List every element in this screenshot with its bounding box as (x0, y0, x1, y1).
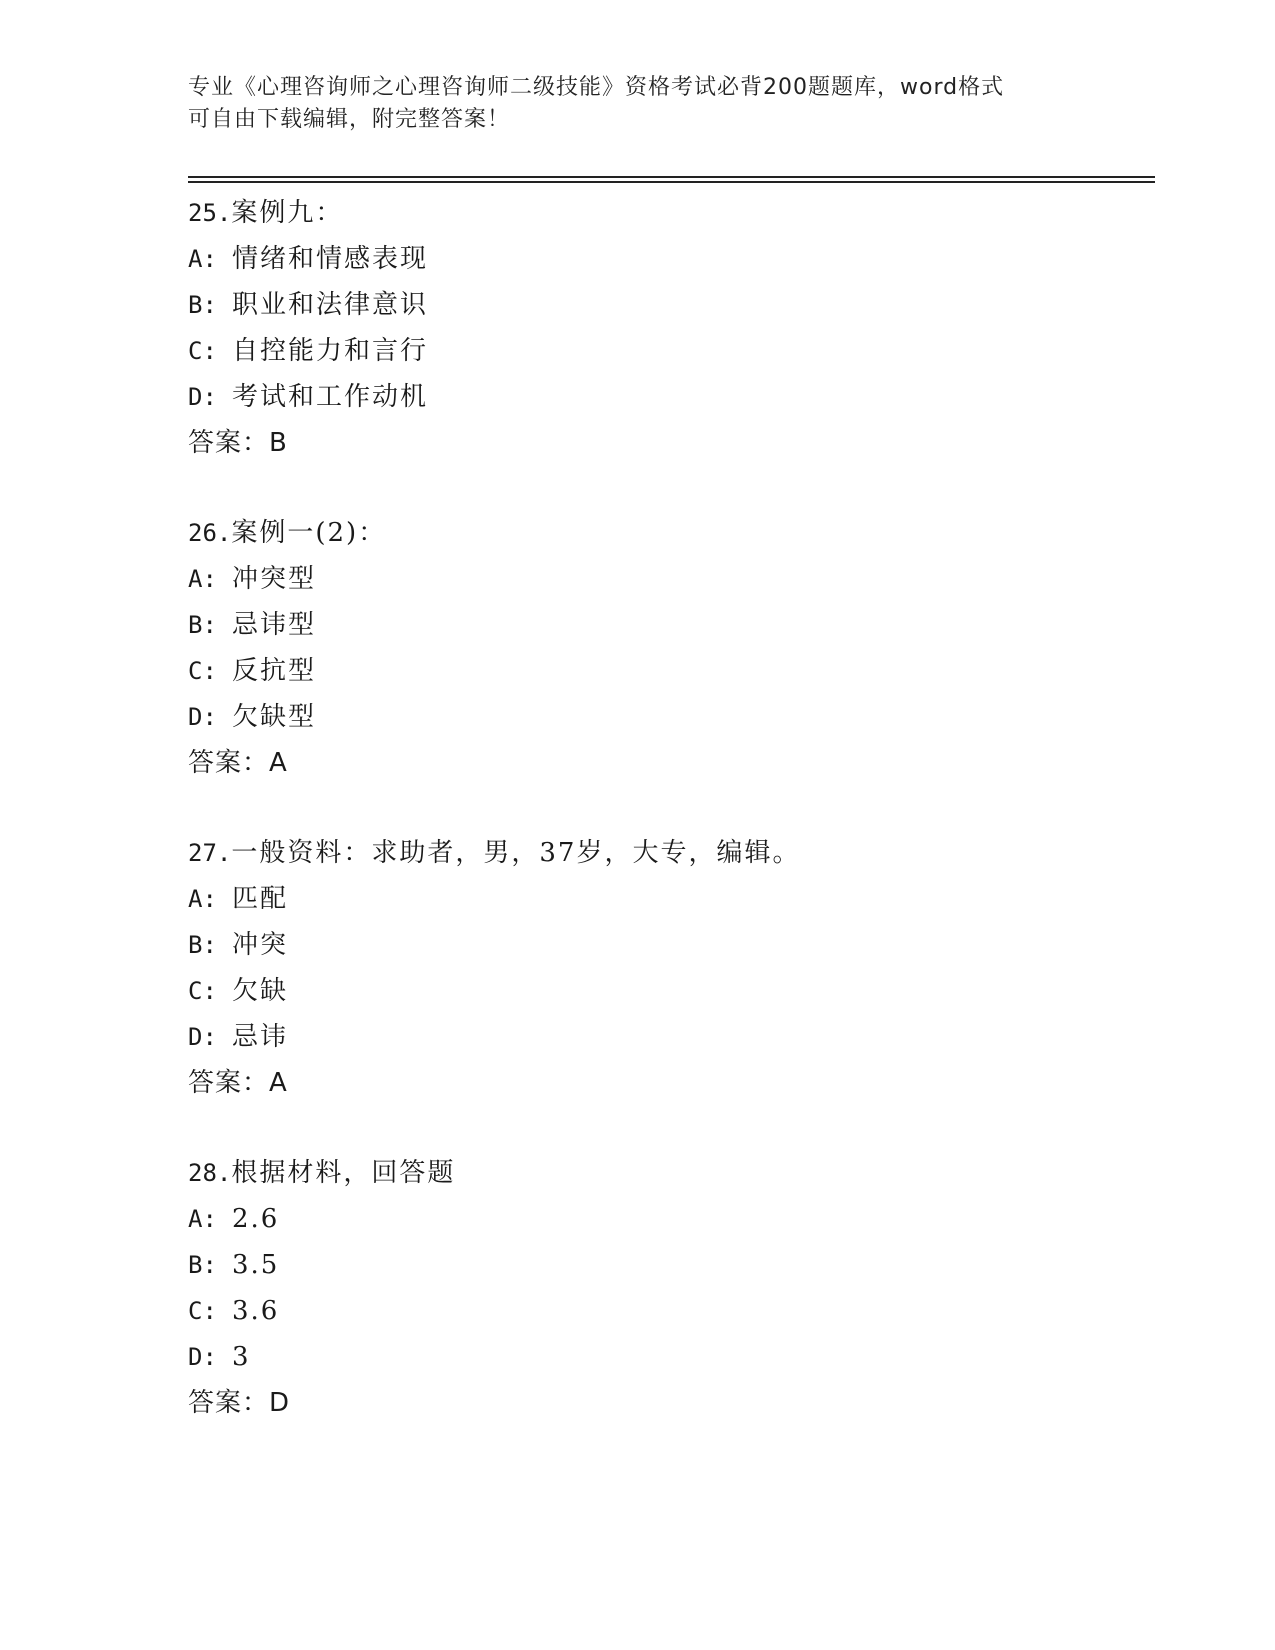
option-letter: A: (188, 1205, 217, 1233)
option-b (188, 602, 1148, 648)
question-27 (188, 830, 1148, 1106)
option-b (188, 282, 1148, 328)
option-d (188, 1014, 1148, 1060)
option-c (188, 328, 1148, 374)
option-text: 忌讳 (232, 1022, 289, 1052)
question-number: 25. (188, 199, 232, 227)
question-number: 26. (188, 519, 232, 547)
option-text: 自控能力和言行 (232, 336, 429, 366)
question-number: 28. (188, 1159, 232, 1187)
option-text: 2.6 (232, 1204, 280, 1234)
option-letter: B: (188, 291, 217, 319)
option-letter: C: (188, 977, 217, 1005)
option-b (188, 1242, 1148, 1288)
question-title (188, 830, 1148, 876)
option-text: 冲突 (232, 930, 289, 960)
question-title (188, 190, 1148, 236)
option-letter: D: (188, 383, 217, 411)
page-header (188, 72, 1088, 136)
option-d (188, 694, 1148, 740)
option-c (188, 968, 1148, 1014)
option-d (188, 1334, 1148, 1380)
question-stem: 案例一(2)： (231, 518, 387, 548)
option-a (188, 876, 1148, 922)
option-c (188, 1288, 1148, 1334)
question-25 (188, 190, 1148, 466)
option-c (188, 648, 1148, 694)
answer: 答案：B (188, 428, 288, 458)
question-stem: 案例九： (231, 198, 344, 228)
answer: 答案：A (188, 1068, 288, 1098)
option-text: 3 (232, 1342, 251, 1372)
option-letter: D: (188, 1343, 217, 1371)
option-text: 冲突型 (232, 564, 317, 594)
question-title (188, 510, 1148, 556)
option-text: 欠缺 (232, 976, 289, 1006)
option-text: 忌讳型 (232, 610, 317, 640)
header-divider-bottom (188, 181, 1155, 183)
answer: 答案：D (188, 1388, 291, 1418)
option-a (188, 556, 1148, 602)
option-text: 反抗型 (232, 656, 317, 686)
option-letter: B: (188, 931, 217, 959)
option-text: 职业和法律意识 (232, 290, 429, 320)
option-letter: A: (188, 245, 217, 273)
option-letter: C: (188, 657, 217, 685)
option-a (188, 1196, 1148, 1242)
option-letter: A: (188, 885, 217, 913)
question-stem: 一般资料：求助者，男，37岁，大专，编辑。 (231, 838, 801, 868)
question-number: 27. (188, 839, 232, 867)
option-text: 3.6 (232, 1296, 280, 1326)
option-letter: D: (188, 703, 217, 731)
option-letter: C: (188, 1297, 217, 1325)
option-letter: B: (188, 611, 217, 639)
option-a (188, 236, 1148, 282)
question-28 (188, 1150, 1148, 1426)
option-letter: D: (188, 1023, 217, 1051)
header-divider-top (188, 176, 1155, 178)
answer: 答案：A (188, 748, 288, 778)
option-text: 考试和工作动机 (232, 382, 429, 412)
question-26 (188, 510, 1148, 786)
header-line-1: 专业《心理咨询师之心理咨询师二级技能》资格考试必背200题题库，word格式 (188, 75, 1005, 100)
option-letter: B: (188, 1251, 217, 1279)
option-text: 欠缺型 (232, 702, 317, 732)
option-text: 3.5 (232, 1250, 280, 1280)
option-b (188, 922, 1148, 968)
option-letter: A: (188, 565, 217, 593)
option-d (188, 374, 1148, 420)
option-text: 匹配 (232, 884, 289, 914)
option-letter: C: (188, 337, 217, 365)
header-line-2: 可自由下载编辑，附完整答案！ (188, 107, 511, 132)
question-stem: 根据材料，回答题 (231, 1158, 456, 1188)
option-text: 情绪和情感表现 (232, 244, 429, 274)
question-title (188, 1150, 1148, 1196)
